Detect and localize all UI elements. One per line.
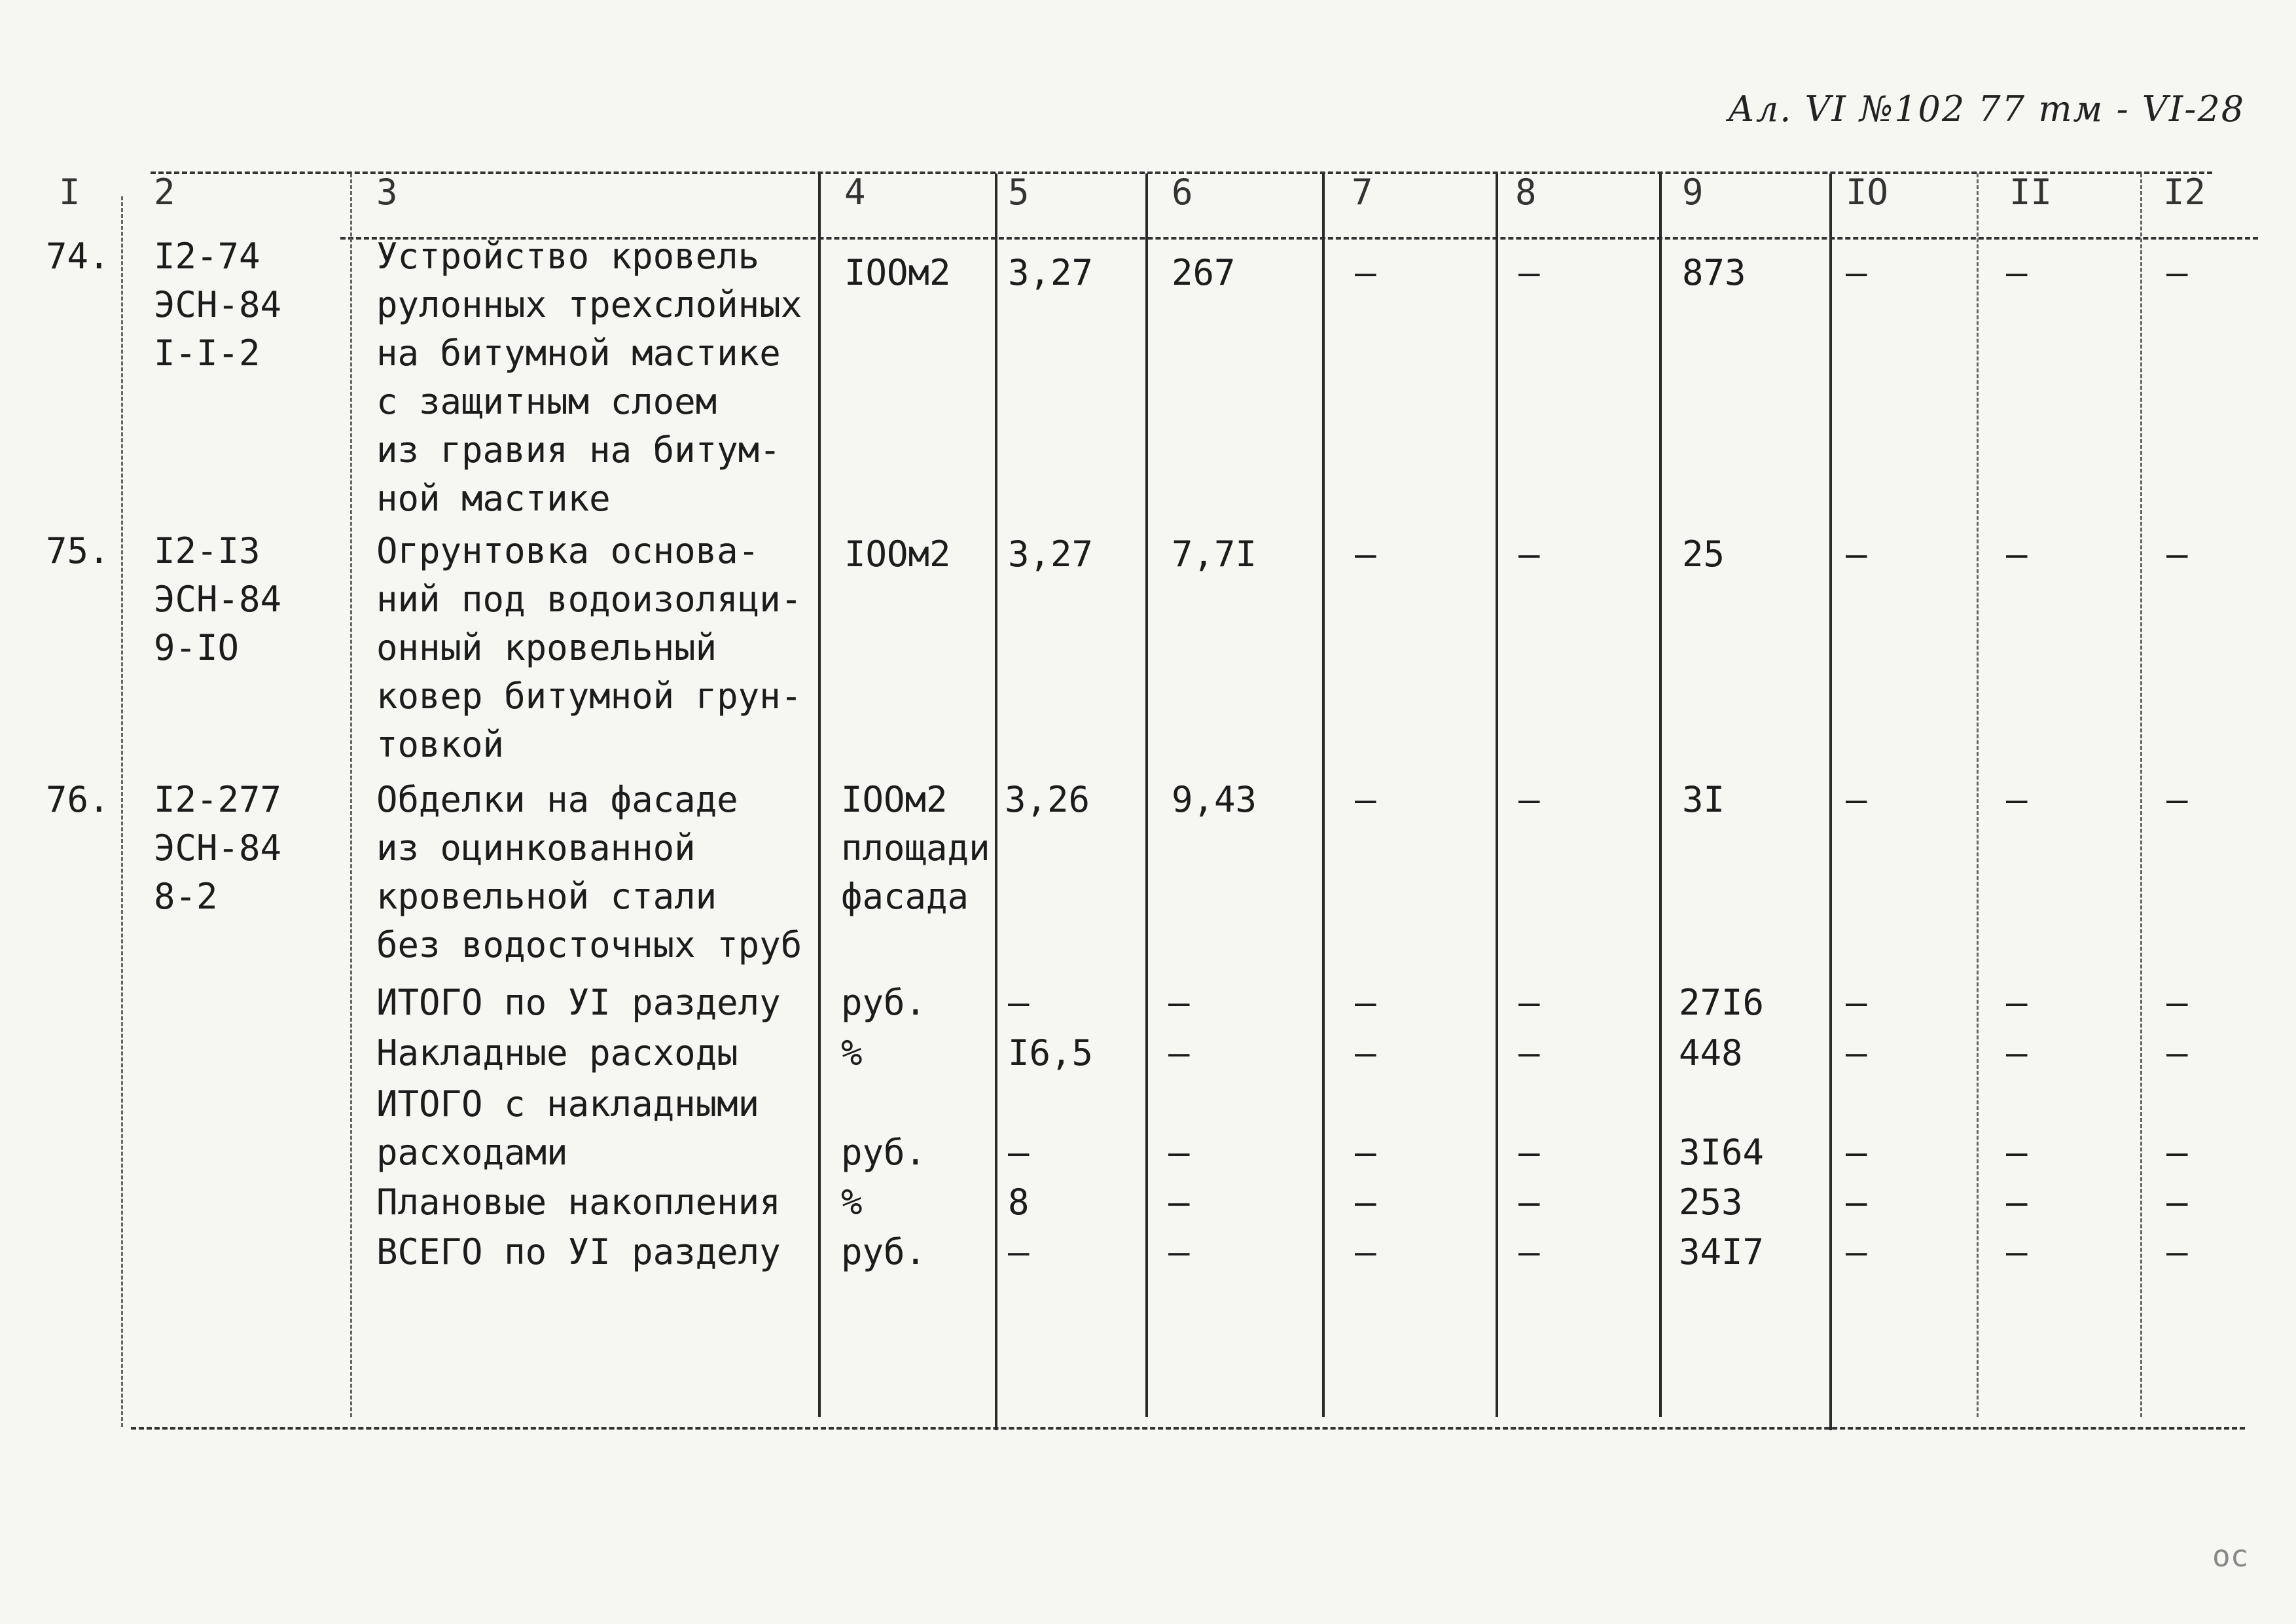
work-name: ной мастике	[376, 478, 611, 519]
cell-col-11: –	[2006, 1231, 2028, 1272]
header-col-2: 2	[154, 171, 175, 213]
cell-col-8: –	[1518, 779, 1540, 820]
totals-label: Плановые накопления	[376, 1182, 781, 1223]
cell-col-11: –	[2006, 1132, 2028, 1173]
column-divider-7	[1496, 173, 1498, 1417]
unit: IOOм2	[844, 252, 951, 293]
header-col-5: 5	[1008, 171, 1030, 213]
cell-col-12: –	[2166, 1132, 2188, 1173]
corner-mark: ос	[2212, 1538, 2249, 1574]
cell-col-5: I6,5	[1008, 1032, 1094, 1074]
norm-ref: I2-277	[154, 779, 282, 820]
cell-col-11: –	[2006, 779, 2028, 820]
total-cost: 873	[1682, 252, 1746, 293]
cell-col-10: –	[1846, 1231, 1867, 1272]
work-name: на битумной мастике	[376, 333, 781, 374]
quantity: 3,27	[1008, 252, 1094, 293]
column-divider-11	[2140, 173, 2142, 1417]
cell-col-12: –	[2166, 982, 2188, 1023]
cell-col-6: –	[1168, 1132, 1190, 1173]
cell-col-7: –	[1355, 779, 1376, 820]
header-col-12: I2	[2163, 171, 2206, 213]
header-col-11: II	[2009, 171, 2053, 213]
cell-col-5: 8	[1008, 1182, 1030, 1223]
work-name: онный кровельный	[376, 627, 717, 668]
cell-col-7: –	[1355, 252, 1376, 293]
total-cost: 25	[1682, 533, 1725, 575]
column-divider-3	[818, 173, 821, 1417]
unit: площади	[841, 827, 990, 869]
cell-col-6: –	[1168, 1231, 1190, 1272]
unit: руб.	[841, 1132, 927, 1173]
document-code: Ал. VI №102 77 тм - VI-28	[1728, 88, 2246, 130]
unit: IOOм2	[841, 779, 948, 820]
unit-cost: 7,7I	[1172, 533, 1257, 575]
norm-ref: 9-IO	[154, 627, 240, 668]
work-name: без водосточных труб	[376, 924, 802, 965]
quantity: 3,27	[1008, 533, 1094, 575]
unit: %	[841, 1182, 863, 1223]
cell-col-8: –	[1518, 1182, 1540, 1223]
cell-col-12: –	[2166, 1182, 2188, 1223]
column-divider-8	[1659, 173, 1662, 1417]
header-col-3: 3	[376, 171, 398, 213]
cell-col-12: –	[2166, 252, 2188, 293]
cell-col-7: –	[1355, 982, 1376, 1023]
column-divider-6	[1322, 173, 1325, 1417]
cell-col-11: –	[2006, 1032, 2028, 1074]
cell-col-7: –	[1355, 1182, 1376, 1223]
cell-col-5: –	[1008, 1231, 1030, 1272]
unit: IOOм2	[844, 533, 951, 575]
total-cost: 3I64	[1679, 1132, 1765, 1173]
work-name: из оцинкованной	[376, 827, 696, 869]
cell-col-10: –	[1846, 533, 1867, 575]
cell-col-8: –	[1518, 1231, 1540, 1272]
total-cost: 3I	[1682, 779, 1725, 820]
column-divider-1	[121, 196, 123, 1427]
row-number: 75.	[46, 530, 110, 571]
unit: руб.	[841, 1231, 927, 1272]
cell-col-8: –	[1518, 252, 1540, 293]
norm-ref: ЭСН-84	[154, 284, 282, 325]
work-name: кровельной стали	[376, 876, 717, 917]
work-name: товкой	[376, 724, 505, 765]
total-cost: 34I7	[1679, 1231, 1765, 1272]
unit-cost: 267	[1172, 252, 1236, 293]
cell-col-8: –	[1518, 982, 1540, 1023]
cell-col-7: –	[1355, 1231, 1376, 1272]
work-name: с защитным слоем	[376, 381, 717, 422]
cell-col-12: –	[2166, 779, 2188, 820]
header-col-1: I	[59, 171, 81, 213]
norm-ref: ЭСН-84	[154, 827, 282, 869]
totals-label: ИТОГО по УI разделу	[376, 982, 781, 1023]
work-name: Обделки на фасаде	[376, 779, 738, 820]
totals-label: расходами	[376, 1132, 568, 1173]
cell-col-6: –	[1168, 1032, 1190, 1074]
norm-ref: ЭСН-84	[154, 579, 282, 620]
cell-col-8: –	[1518, 1132, 1540, 1173]
norm-ref: 8-2	[154, 876, 218, 917]
row-number: 74.	[46, 236, 110, 277]
cell-col-10: –	[1846, 1132, 1867, 1173]
cell-col-7: –	[1355, 1032, 1376, 1074]
cell-col-6: –	[1168, 1182, 1190, 1223]
totals-label: Накладные расходы	[376, 1032, 738, 1074]
column-divider-2	[350, 173, 352, 1417]
cell-col-12: –	[2166, 533, 2188, 575]
cell-col-11: –	[2006, 982, 2028, 1023]
column-divider-9	[1829, 173, 1832, 1430]
totals-label: ИТОГО с накладными	[376, 1083, 760, 1125]
unit: фасада	[841, 876, 969, 917]
column-divider-4	[995, 173, 997, 1430]
work-name: Устройство кровель	[376, 236, 760, 277]
work-name: из гравия на битум-	[376, 429, 781, 471]
cell-col-7: –	[1355, 533, 1376, 575]
cell-col-6: –	[1168, 982, 1190, 1023]
norm-ref: I-I-2	[154, 333, 260, 374]
cell-col-10: –	[1846, 982, 1867, 1023]
cell-col-12: –	[2166, 1032, 2188, 1074]
cell-col-11: –	[2006, 1182, 2028, 1223]
unit-cost: 9,43	[1172, 779, 1257, 820]
totals-label: ВСЕГО по УI разделу	[376, 1231, 781, 1272]
cell-col-10: –	[1846, 779, 1867, 820]
header-col-4: 4	[844, 171, 866, 213]
cell-col-8: –	[1518, 1032, 1540, 1074]
header-col-8: 8	[1515, 171, 1537, 213]
column-divider-10	[1977, 173, 1979, 1417]
cell-col-10: –	[1846, 1032, 1867, 1074]
cell-col-10: –	[1846, 1182, 1867, 1223]
total-cost: 448	[1679, 1032, 1743, 1074]
cell-col-5: –	[1008, 982, 1030, 1023]
row-number: 76.	[46, 779, 110, 820]
cell-col-5: –	[1008, 1132, 1030, 1173]
cell-col-11: –	[2006, 252, 2028, 293]
unit: %	[841, 1032, 863, 1074]
cell-col-11: –	[2006, 533, 2028, 575]
header-col-6: 6	[1172, 171, 1193, 213]
cell-col-10: –	[1846, 252, 1867, 293]
cell-col-8: –	[1518, 533, 1540, 575]
norm-ref: I2-74	[154, 236, 260, 277]
cell-col-7: –	[1355, 1132, 1376, 1173]
column-divider-5	[1145, 173, 1148, 1417]
total-cost: 253	[1679, 1182, 1743, 1223]
total-cost: 27I6	[1679, 982, 1765, 1023]
cell-col-12: –	[2166, 1231, 2188, 1272]
norm-ref: I2-I3	[154, 530, 260, 571]
unit: руб.	[841, 982, 927, 1023]
work-name: рулонных трехслойных	[376, 284, 802, 325]
quantity: 3,26	[1005, 779, 1090, 820]
header-col-7: 7	[1352, 171, 1373, 213]
work-name: ний под водоизоляци-	[376, 579, 802, 620]
work-name: ковер битумной грун-	[376, 676, 802, 717]
work-name: Огрунтовка основа-	[376, 530, 760, 571]
header-col-9: 9	[1682, 171, 1704, 213]
table-bottom-rule	[131, 1427, 2245, 1430]
header-col-10: IO	[1846, 171, 1889, 213]
